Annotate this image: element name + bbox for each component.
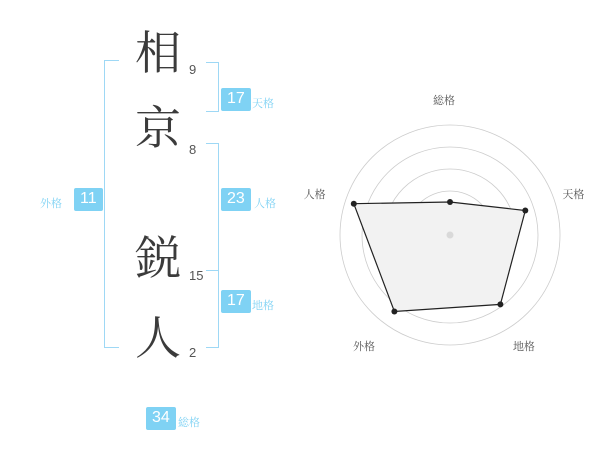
axis-label-jinkaku: 人格	[303, 188, 326, 201]
radar-chart-panel	[300, 0, 600, 470]
stroke-count: 9	[189, 62, 197, 77]
name-character: 京	[135, 101, 181, 155]
stroke-count: 8	[189, 142, 197, 157]
chikaku-bracket	[206, 270, 219, 348]
tenkaku-label: 天格	[252, 98, 274, 110]
radar-area	[354, 202, 526, 312]
tenkaku-value-badge: 17	[221, 88, 251, 111]
radar-center-dot	[447, 232, 454, 239]
jinkaku-bracket	[206, 143, 219, 271]
soukaku-label: 総格	[178, 417, 200, 429]
soukaku-value-badge: 34	[146, 407, 176, 430]
chikaku-value-badge: 17	[221, 290, 251, 313]
chikaku-label: 地格	[252, 300, 274, 312]
tenkaku-bracket	[206, 62, 219, 112]
axis-label-chikaku: 地格	[512, 341, 535, 354]
gaikaku-label: 外格	[40, 198, 62, 210]
axis-label-soukaku: 総格	[433, 95, 455, 107]
radar-chart-svg	[300, 85, 600, 385]
axis-label-tenkaku: 天格	[562, 188, 585, 201]
gaikaku-value-badge: 11	[74, 188, 103, 211]
name-character: 人	[135, 311, 181, 365]
name-character: 鋭	[135, 231, 181, 285]
axis-label-gaikaku: 外格	[353, 341, 376, 354]
stroke-count: 15	[189, 268, 204, 283]
gaikaku-bracket	[104, 60, 119, 348]
stroke-count: 2	[189, 345, 197, 360]
jinkaku-value-badge: 23	[221, 188, 251, 211]
name-character: 相	[135, 26, 181, 80]
jinkaku-label: 人格	[254, 198, 276, 210]
